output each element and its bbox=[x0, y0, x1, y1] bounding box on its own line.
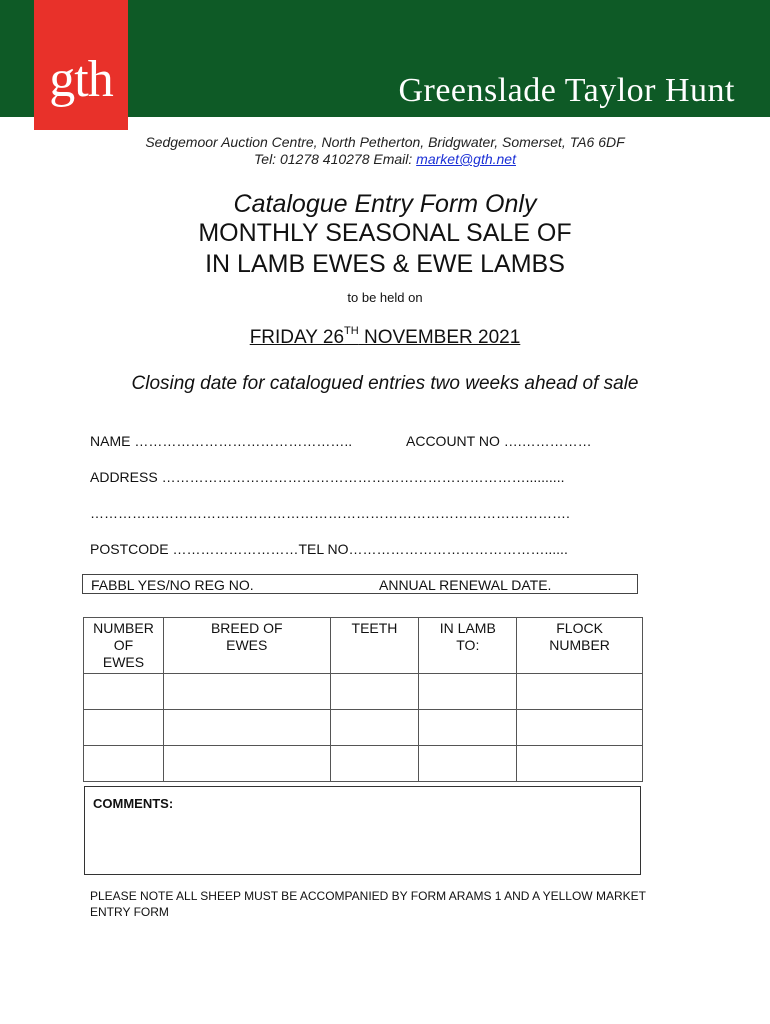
closing-date-note: Closing date for catalogued entries two weeks ahead of sale bbox=[131, 373, 639, 394]
logo-text: gth bbox=[49, 51, 113, 108]
name-field[interactable]: NAME ……………………………………….. bbox=[90, 433, 353, 449]
table-cell[interactable] bbox=[163, 746, 330, 782]
table-cell[interactable] bbox=[517, 710, 643, 746]
table-cell[interactable] bbox=[163, 710, 330, 746]
table-cell[interactable] bbox=[330, 710, 419, 746]
sale-title-line1: MONTHLY SEASONAL SALE OF bbox=[198, 219, 572, 247]
table-cell[interactable] bbox=[84, 746, 164, 782]
sale-date-day: FRIDAY 26 bbox=[249, 327, 345, 348]
table-cell[interactable] bbox=[517, 746, 643, 782]
footer-note: PLEASE NOTE ALL SHEEP MUST BE ACCOMPANIED BY FORM ARAMS 1 AND A YELLOW MARKET ENTRY FORM bbox=[90, 889, 646, 919]
ewes-entry-table bbox=[83, 617, 643, 782]
table-cell[interactable] bbox=[517, 674, 643, 710]
sale-title-line2: IN LAMB EWES & EWE LAMBS bbox=[205, 250, 565, 278]
header-breed-of-ewes: BREED OF EWES bbox=[163, 618, 330, 674]
header-number-of-ewes: NUMBER OF EWES bbox=[84, 618, 164, 674]
header-teeth: TEETH bbox=[330, 618, 419, 674]
table-row bbox=[84, 674, 643, 710]
header-in-lamb-to: IN LAMB TO: bbox=[419, 618, 517, 674]
form-title: Catalogue Entry Form Only bbox=[233, 190, 537, 218]
header-flock-number: FLOCK NUMBER bbox=[517, 618, 643, 674]
contact-line bbox=[0, 151, 770, 167]
renewal-date-field[interactable]: ANNUAL RENEWAL DATE. bbox=[379, 577, 552, 593]
fabbl-field[interactable]: FABBL YES/NO REG NO. bbox=[91, 577, 254, 593]
table-row bbox=[84, 710, 643, 746]
gth-logo bbox=[34, 0, 128, 130]
address-line: Sedgemoor Auction Centre, North Petherton, Bridgwater, Somerset, TA6 6DF bbox=[145, 134, 625, 150]
held-on-text: to be held on bbox=[347, 290, 423, 305]
account-no-field[interactable]: ACCOUNT NO ….…………… bbox=[406, 433, 592, 449]
address-field-2[interactable]: …………………………………………………………………………………………. bbox=[90, 505, 570, 521]
table-cell[interactable] bbox=[419, 746, 517, 782]
postcode-tel-field[interactable]: POSTCODE ………………………TEL NO……………………………………...... bbox=[90, 541, 568, 557]
sale-date-suffix: TH bbox=[344, 325, 359, 337]
sale-date bbox=[0, 325, 770, 349]
sale-date-month: NOVEMBER 2021 bbox=[358, 327, 521, 348]
address-field[interactable]: ADDRESS …………………………………………………………………….......... bbox=[90, 469, 565, 485]
comments-box[interactable] bbox=[84, 786, 641, 875]
table-cell[interactable] bbox=[419, 674, 517, 710]
company-name: Greenslade Taylor Hunt bbox=[398, 72, 735, 109]
table-row bbox=[84, 746, 643, 782]
email-link[interactable]: market@gth.net bbox=[416, 151, 516, 167]
fabbl-row bbox=[82, 574, 638, 594]
tel-text: Tel: 01278 410278 Email: bbox=[254, 151, 417, 167]
table-cell[interactable] bbox=[330, 674, 419, 710]
table-cell[interactable] bbox=[84, 710, 164, 746]
table-cell[interactable] bbox=[84, 674, 164, 710]
comments-label: COMMENTS: bbox=[93, 796, 174, 811]
table-cell[interactable] bbox=[419, 710, 517, 746]
table-cell[interactable] bbox=[330, 746, 419, 782]
table-cell[interactable] bbox=[163, 674, 330, 710]
table-header-row bbox=[84, 618, 643, 674]
